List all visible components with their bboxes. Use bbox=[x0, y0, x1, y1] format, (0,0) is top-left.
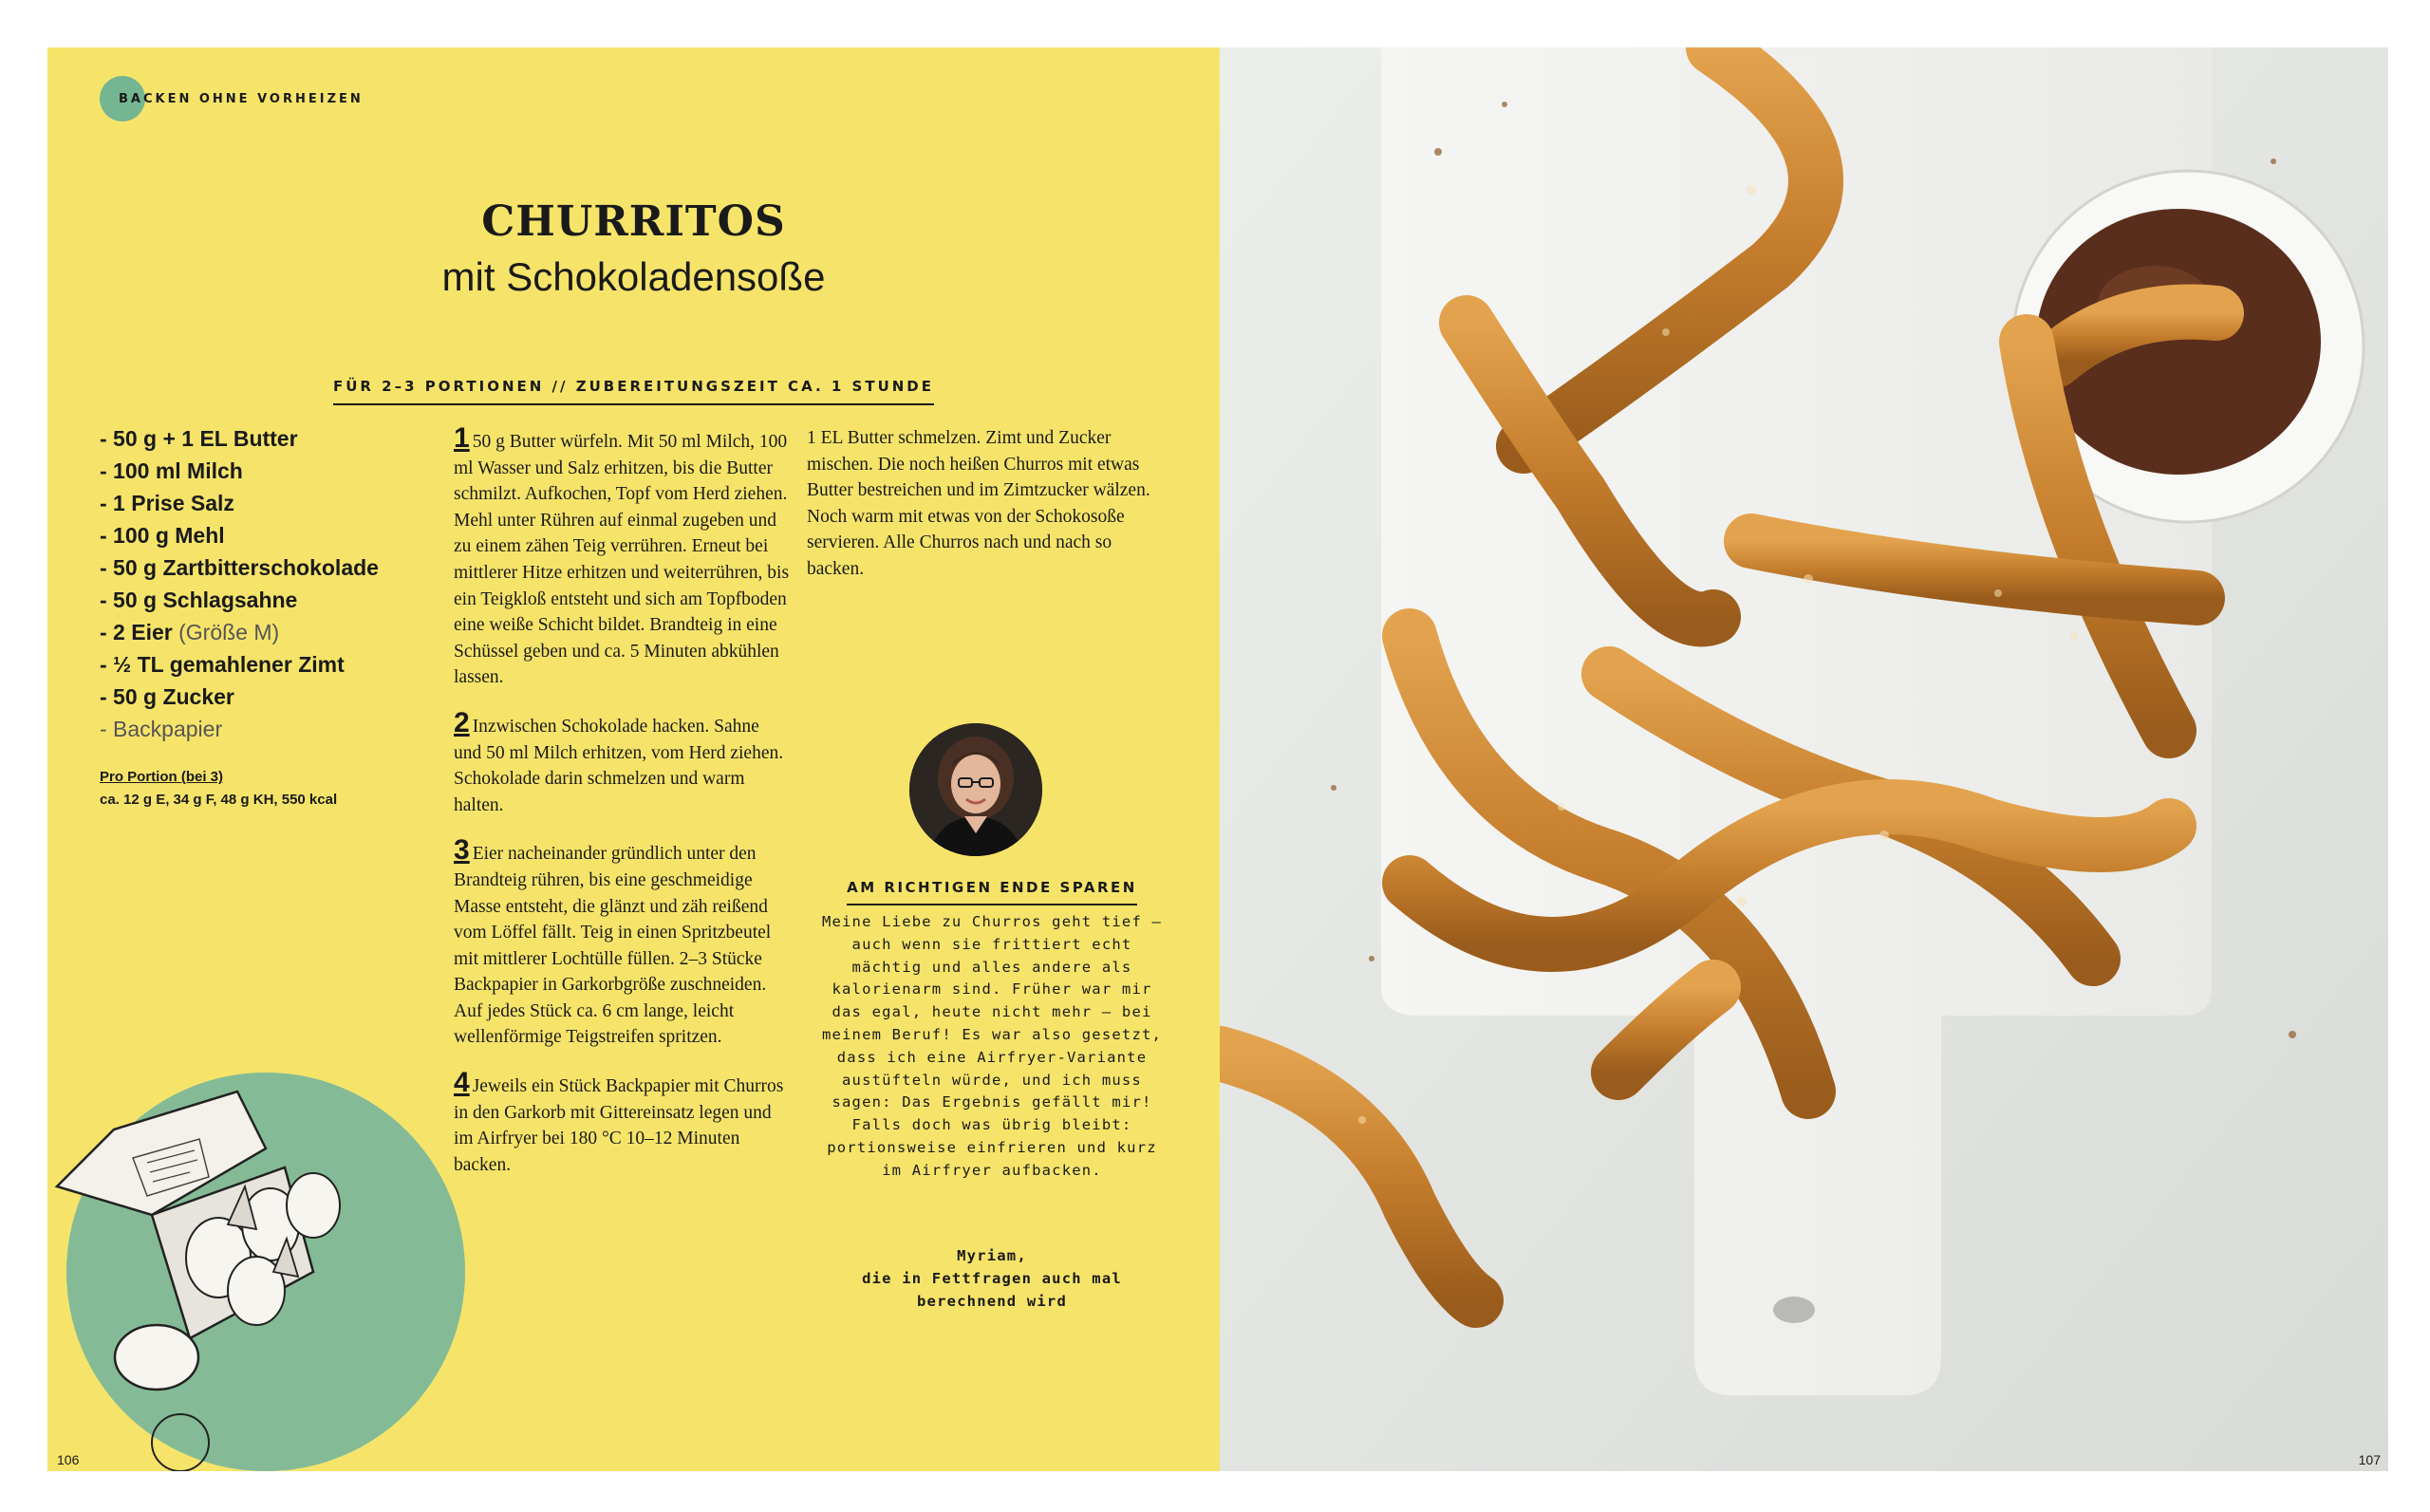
ingredient-item: - 2 Eier (Größe M) bbox=[100, 620, 280, 644]
step-text: Inzwischen Schokolade hacken. Sahne und 50 ml Milch erhitzen, vom Herd ziehen. Schokolade darin schmelzen und warm halten. bbox=[454, 716, 784, 815]
recipe-subtitle: mit Schokoladensoße bbox=[441, 254, 826, 299]
step-continuation: 1 EL Butter schmelzen. Zimt und Zucker mischen. Die noch heißen Churros mit etwas Butter bestreichen und im Zimtzucker wälzen. Noch warm mit etwas von der Schokosoße servieren. Alle Churros nach und nach so backen. bbox=[807, 428, 1150, 579]
nutrition-heading: Pro Portion (bei 3) bbox=[100, 769, 224, 785]
tip-heading bbox=[807, 879, 1177, 905]
instruction-steps bbox=[454, 422, 791, 1197]
step-text: Jeweils ein Stück Backpapier mit Churros in den Garkorb mit Gittereinsatz legen und im Airfryer bei 180 °C 10–12 Minuten backen. bbox=[454, 1076, 784, 1175]
ingredient-item: - 50 g Schlagsahne bbox=[100, 588, 298, 612]
step-number: 3 bbox=[454, 834, 470, 867]
section-label bbox=[100, 78, 364, 120]
ingredient-item: - 1 Prise Salz bbox=[100, 491, 234, 515]
step-text: Eier nacheinander gründlich unter den Brandteig rühren, bis eine geschmeidige Masse entsteht, die glänzt und zäh reißend vom Löffel fällt. Teig in einen Spritzbeutel mit mittlerer Lochtülle füllen. 2–3 Stücke Backpapier in Garkorbgröße zuschneiden. Auf jedes Stück ca. 6 cm lange, leicht wellenförmige Teigstreifen spritzen. bbox=[454, 844, 772, 1048]
section-label-text: BACKEN OHNE VORHEIZEN bbox=[119, 91, 364, 106]
author-portrait-icon bbox=[909, 723, 1042, 856]
nutrition-info bbox=[100, 766, 460, 812]
ingredient-note: (Größe M) bbox=[178, 620, 280, 644]
tip-heading-text: AM RICHTIGEN ENDE SPAREN bbox=[847, 879, 1137, 905]
book-spread bbox=[47, 47, 2388, 1471]
page-number-left: 106 bbox=[57, 1452, 80, 1467]
tip-signature bbox=[818, 1245, 1166, 1313]
step-1 bbox=[454, 422, 791, 691]
page-number-right: 107 bbox=[2358, 1452, 2381, 1467]
ingredient-item: - 50 g Zucker bbox=[100, 684, 234, 709]
ingredient-item: - 100 ml Milch bbox=[100, 458, 243, 483]
step-2 bbox=[454, 706, 791, 818]
egg-carton-illustration bbox=[47, 1035, 475, 1471]
nutrition-values: ca. 12 g E, 34 g F, 48 g KH, 550 kcal bbox=[100, 792, 338, 808]
left-page bbox=[47, 47, 1220, 1471]
right-page bbox=[1220, 47, 2388, 1471]
ingredient-item: - Backpapier bbox=[100, 717, 223, 741]
step-number: 1 bbox=[454, 422, 470, 454]
tip-text: Meine Liebe zu Churros geht tief – auch wenn sie frittiert echt mächtig und alles andere als kalorienarm sind. Früher war mir das egal, heute nicht mehr – bei meinem Beruf! Es war also gesetzt, dass ich eine Airfryer-Variante austüfteln würde, und ich muss sagen: Das Ergebnis gefällt mir! Falls doch was übrig bleibt: portionsweise einfrieren und kurz im Airfryer aufbacken. bbox=[821, 913, 1163, 1179]
ingredient-item: - 50 g + 1 EL Butter bbox=[100, 426, 298, 451]
ingredient-item: - 100 g Mehl bbox=[100, 523, 225, 548]
step-text: 50 g Butter würfeln. Mit 50 ml Milch, 100 ml Wasser und Salz erhitzen, bis die Butter schmilzt. Aufkochen, Topf vom Herd ziehen. Mehl unter Rühren auf einmal zugeben und zu einem zähen Teig verrühren. Erneut bei mittlerer Hitze erhitzen und weiterrühren, bis ein Teigkloß entsteht und sich am Topfboden eine weiße Schicht bildet. Brandteig in eine Schüssel geben und ca. 5 Minuten abkühlen lassen. bbox=[454, 432, 790, 688]
ingredient-item: - 50 g Zartbitterschokolade bbox=[100, 555, 379, 580]
step-number: 2 bbox=[454, 706, 470, 738]
recipe-title: CHURRITOS bbox=[481, 197, 786, 246]
recipe-meta bbox=[47, 378, 1220, 405]
signature-line: die in Fettfragen auch mal berechnend wird bbox=[862, 1269, 1122, 1310]
step-4 bbox=[454, 1067, 791, 1178]
step-3 bbox=[454, 834, 791, 1051]
step-number: 4 bbox=[454, 1067, 470, 1099]
ingredient-list bbox=[100, 422, 460, 812]
author-portrait bbox=[909, 723, 1042, 856]
recipe-meta-text: FÜR 2–3 PORTIONEN // ZUBEREITUNGSZEIT CA. 1 STUNDE bbox=[333, 378, 934, 405]
churros-photo bbox=[1220, 47, 2388, 1471]
ingredient-item: - ½ TL gemahlener Zimt bbox=[100, 652, 345, 677]
signature-name: Myriam, bbox=[957, 1247, 1027, 1264]
